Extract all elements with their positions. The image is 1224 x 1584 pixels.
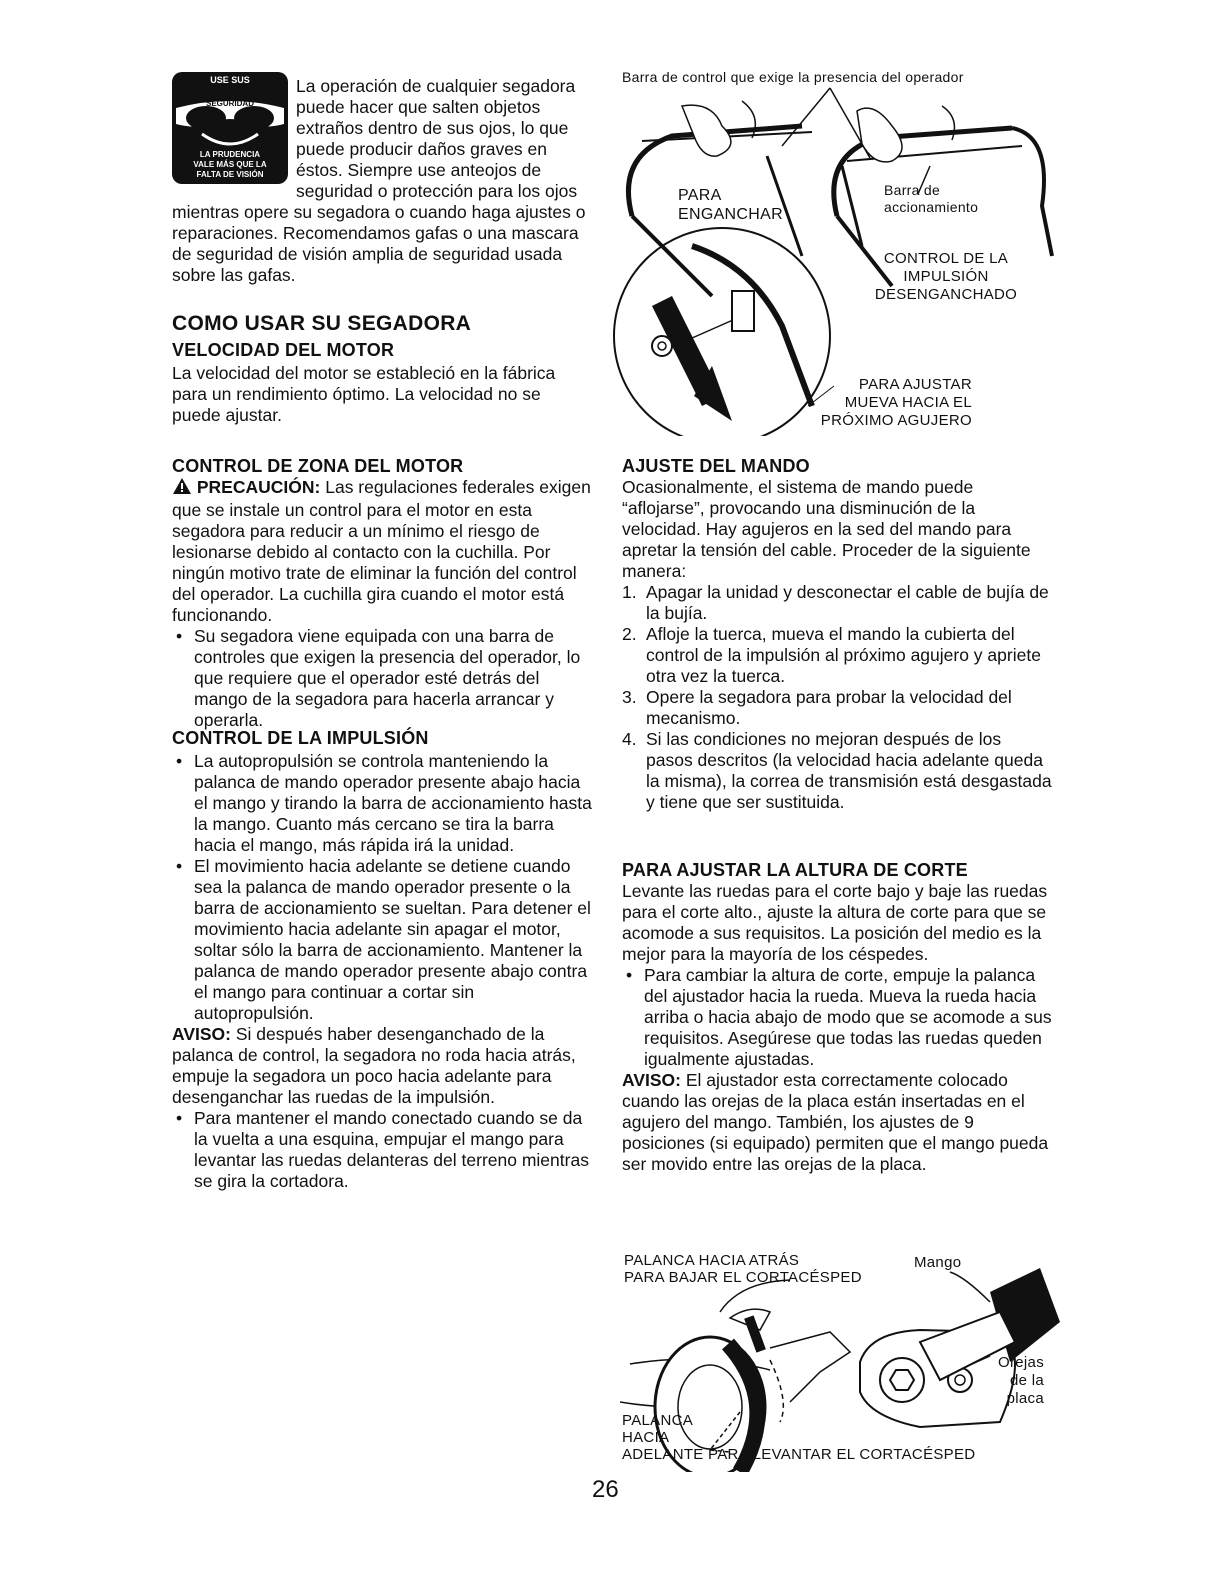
fig-label: Orejas — [998, 1354, 1044, 1371]
engine-speed-text: La velocidad del motor se estableció en la fábrica para un rendimiento óptimo. La velocidad no se puede ajustar. — [172, 363, 556, 425]
step-number: 3. — [622, 687, 637, 707]
drive-adjust-title: AJUSTE DEL MANDO — [622, 456, 810, 476]
fig-label: HACIA — [622, 1429, 670, 1446]
badge-line: ANTEOJOS DE — [201, 90, 259, 99]
badge-line: SEGURIDAD — [205, 99, 254, 108]
badge-line: VALE MÁS QUE LA — [193, 160, 267, 169]
caution-text: Las regulaciones federales exigen que se instale un control para el motor en esta segadora para reducir a un mínimo el riesgo de lesionarse debido al contacto con la cuchilla. Por ningún motivo trate de eliminar la función del control del operador. La cuchilla gira cuando el motor está funcionando. — [172, 477, 591, 625]
step-text: Opere la segadora para probar la velocidad del mecanismo. — [646, 687, 1012, 728]
warning-icon — [172, 477, 192, 500]
fig-label: DESENGANCHADO — [874, 286, 1018, 303]
notice-label: AVISO: — [622, 1070, 681, 1090]
list-item: • Para cambiar la altura de corte, empuje la palanca del ajustador hacia la rueda. Mueva la rueda hacia arriba o hacia abajo de modo que se acomode a sus requisitos. Asegúrese que todas las ruedas queden igualmente ajustadas. — [622, 965, 1052, 1070]
fig-label: PARA BAJAR EL CORTACÉSPED — [624, 1269, 862, 1286]
drive-notice — [172, 1024, 592, 1108]
badge-line: LA PRUDENCIA — [199, 150, 261, 159]
list-item — [622, 582, 1052, 624]
safety-paragraph — [172, 76, 598, 286]
caution-label: PRECAUCIÓN: — [196, 477, 321, 497]
cut-height-title: PARA AJUSTAR LA ALTURA DE CORTE — [622, 860, 968, 880]
list-item: • La autopropulsión se controla manteniendo la palanca de mando operador presente abajo hacia el mango y tirando la barra de accionamiento hasta la mango. Cuanto más cercano se tira la barra hacia el mango, más rápida irá la unidad. — [172, 751, 592, 856]
fig-label: ENGANCHAR — [678, 206, 783, 223]
step-text: Si las condiciones no mejoran después de los pasos descritos (la velocidad hacia adelante queda la misma), la correa de transmisión está desgastada y tiene que ser sustituida. — [646, 729, 1052, 812]
step-text: Afloje la tuerca, mueva el mando la cubierta del control de la impulsión al próximo agujero y apriete otra vez la tuerca. — [646, 624, 1041, 686]
fig-label: PALANCA — [622, 1412, 694, 1429]
step-number: 2. — [622, 624, 637, 644]
page-number: 26 — [592, 1476, 619, 1503]
fig-label: PARA — [678, 187, 722, 204]
fig-label: PARA AJUSTAR — [858, 376, 972, 393]
notice-label: AVISO: — [172, 1024, 231, 1044]
operator-control-figure — [612, 66, 1062, 436]
drive-adjust-text: Ocasionalmente, el sistema de mando puede “aflojarse”, provocando una disminución de la velocidad. Hay agujeros en la sed del mando para apretar la tensión del cable. Proceder de la siguiente manera: — [622, 477, 1031, 581]
fig-label: ADELANTE PARA LEVANTAR EL CORTACÉSPED — [622, 1446, 976, 1463]
cut-height-notice — [622, 1070, 1052, 1175]
fig-label: IMPULSIÓN — [903, 268, 989, 285]
notice-text: Si después haber desenganchado de la palanca de control, la segadora no roda hacia atrás, empuje la segadora un poco hacia adelante para desenganchar las ruedas de la impulsión. — [172, 1024, 576, 1107]
figure-caption: Barra de control que exige la presencia del operador — [622, 69, 964, 85]
list-item: • Su segadora viene equipada con una barra de controles que exigen la presencia del operador, lo que requiere que el operador esté detrás del mango de la segadora para hacerla arrancar y operarla. — [172, 626, 592, 731]
list-item — [622, 729, 1052, 813]
fig-label: de la — [1009, 1372, 1044, 1389]
step-number: 1. — [622, 582, 637, 602]
fig-label: accionamiento — [884, 199, 979, 215]
height-adjuster-figure — [620, 1252, 1060, 1472]
fig-label: PALANCA HACIA ATRÁS — [624, 1252, 800, 1269]
list-item: • El movimiento hacia adelante se detiene cuando sea la palanca de mando operador presente o la barra de accionamiento se sueltan. Para detener el movimiento hacia adelante sin apagar el motor, soltar sólo la barra de accionamiento. Mantener la palanca de mando operador presente abajo contra el mango para continuar a cortar sin autopropulsión. — [172, 856, 592, 1024]
drive-control-title: CONTROL DE LA IMPULSIÓN — [172, 728, 429, 748]
engine-speed-title: VELOCIDAD DEL MOTOR — [172, 340, 395, 360]
step-number: 4. — [622, 729, 637, 749]
list-item — [622, 687, 1052, 729]
fig-label: Barra de — [884, 182, 941, 198]
zone-caution-paragraph — [172, 477, 592, 626]
safety-text: La operación de cualquier segadora puede hacer que salten objetos extraños dentro de sus ojos, lo que puede producir daños graves en éstos. Siempre use anteojos de seguridad o protección para los ojos mientras opere su segadora o cuando haga ajustes o reparaciones. Recomendamos gafas o una mascara de seguridad de visión amplia de seguridad usada sobre las gafas. — [172, 76, 586, 285]
section-title: COMO USAR SU SEGADORA — [172, 312, 472, 335]
list-item — [622, 624, 1052, 687]
list-item: • Para mantener el mando conectado cuando se da la vuelta a una esquina, empujar el mango para levantar las ruedas delanteras del terreno mientras se gira la cortadora. — [172, 1108, 592, 1192]
cut-height-text: Levante las ruedas para el corte bajo y baje las ruedas para el corte alto., ajuste la altura de corte para que se acomode a sus requisitos. La posición del medio es la mejor para la mayoría de los céspedes. — [622, 881, 1048, 964]
notice-text: El ajustador esta correctamente colocado cuando las orejas de la placa están insertadas en el agujero del mango. También, los ajustes de 9 posiciones (si equipado) permiten que el mango pueda ser movido entre las orejas de la placa. — [622, 1070, 1049, 1174]
zone-control-title: CONTROL DE ZONA DEL MOTOR — [172, 456, 464, 476]
fig-label: PRÓXIMO AGUJERO — [820, 412, 972, 429]
badge-line: USE SUS — [210, 75, 250, 85]
step-text: Apagar la unidad y desconectar el cable de bujía de la bujía. — [646, 582, 1049, 623]
fig-label: MUEVA HACIA EL — [844, 394, 972, 411]
fig-label: CONTROL DE LA — [883, 250, 1009, 267]
badge-line: FALTA DE VISIÓN — [196, 170, 264, 179]
fig-label: Mango — [914, 1254, 962, 1271]
fig-label: placa — [1006, 1390, 1044, 1407]
